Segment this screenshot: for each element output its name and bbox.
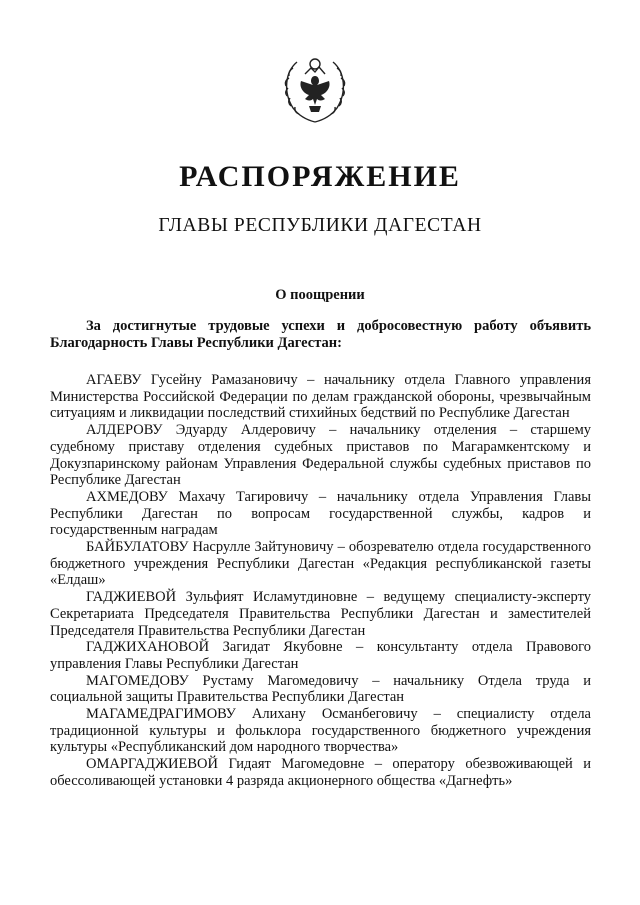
list-item: МАГАМЕДРАГИМОВУ Алихану Османбеговичу – специалисту отдела традиционной культуры и фольклора государственного бюджетного учреждения культуры «Республиканский дом народного творчества» [50,706,591,756]
preamble-paragraph: За достигнутые трудовые успехи и добросовестную работу объявить Благодарность Главы Республики Дагестан: [50,318,591,351]
list-item: АГАЕВУ Гусейну Рамазановичу – начальнику отдела Главного управления Министерства Российской Федерации по делам гражданской обороны, чрезвычайным ситуациям и ликвидации последствий стихийных бедствий по Республике Дагестан [50,372,591,422]
list-item: ОМАРГАДЖИЕВОЙ Гидаят Магомедовне – оператору обезвоживающей и обессоливающей установки 4 разряда акционерного общества «Дагнефть» [50,756,591,789]
document-subject: О поощрении [275,287,365,303]
list-item: АХМЕДОВУ Махачу Тагировичу – начальнику отдела Управления Главы Республики Дагестан по вопросам государственной службы, кадров и государственным наградам [50,488,591,539]
dagestan-coat-of-arms-icon [275,48,355,128]
recipients-list [50,372,591,790]
list-item: МАГОМЕДОВУ Рустаму Магомедовичу – начальнику Отдела труда и социальной защиты Правительства Республики Дагестан [50,672,591,706]
list-item: БАЙБУЛАТОВУ Насрулле Зайтуновичу – обозревателю отдела государственного бюджетного учреждения Республики Дагестан «Редакция республиканской газеты «Елдаш» [50,539,591,589]
list-item: ГАДЖИЕВОЙ Зульфият Исламутдиновне – ведущему специалисту-эксперту Секретариата Председателя Правительства Республики Дагестан и заместителей Председателя Правительства Республики Дагестан [50,589,591,639]
issuer-title: ГЛАВЫ РЕСПУБЛИКИ ДАГЕСТАН [158,215,482,236]
list-item: ГАДЖИХАНОВОЙ Загидат Якубовне – консультанту отдела Правового управления Главы Республики Дагестан [50,639,591,672]
document-type-title: РАСПОРЯЖЕНИЕ [179,160,461,193]
list-item: АЛДЕРОВУ Эдуарду Алдеровичу – начальнику отделения – старшему судебному приставу отделения судебных приставов по Магарамкентскому и Докузпаринскому районам Управления Федеральной службы судебных приставов по Республике Дагестан [50,422,591,489]
